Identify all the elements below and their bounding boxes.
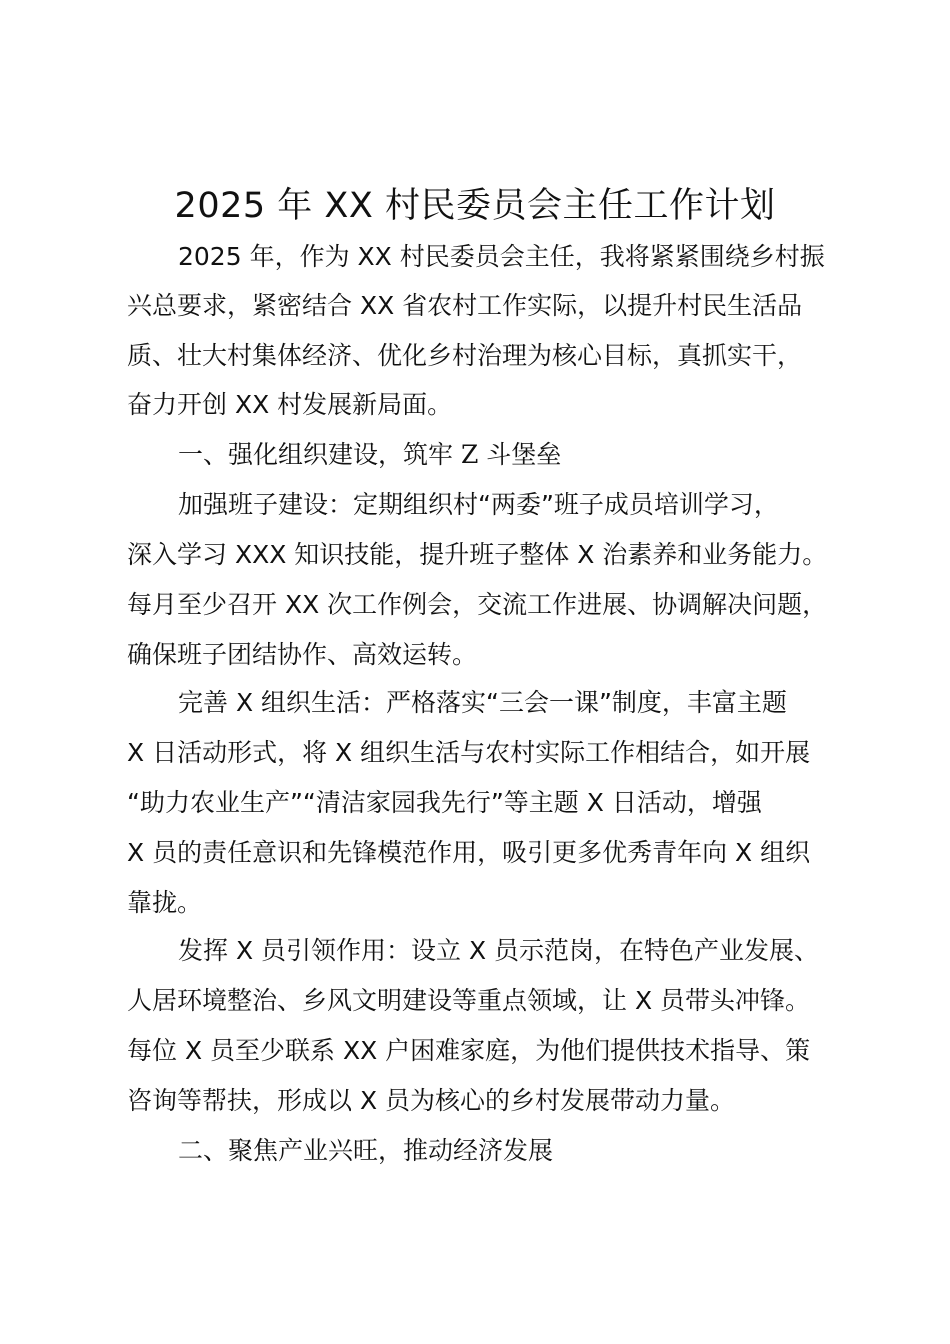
life-para-line-3: “助力农业生产”“清洁家园我先行”等主题 X 日活动，增强	[127, 788, 762, 817]
team-para-line-1: 加强班子建设：定期组织村“两委”班子成员培训学习，	[178, 490, 779, 519]
intro-line-4: 奋力开创 XX 村发展新局面。	[127, 390, 453, 419]
lead-para-line-1: 发挥 X 员引领作用：设立 X 员示范岗，在特色产业发展、	[178, 936, 820, 965]
life-para-line-5: 靠拢。	[127, 888, 203, 917]
team-para-line-2: 深入学习 XXX 知识技能，提升班子整体 X 治素养和业务能力。	[127, 540, 828, 569]
intro-line-3: 质、壮大村集体经济、优化乡村治理为核心目标，真抓实干，	[127, 341, 803, 370]
document-title: 2025 年 XX 村民委员会主任工作计划	[174, 186, 776, 226]
team-para-line-4: 确保班子团结协作、高效运转。	[127, 640, 478, 669]
section-2-heading: 二、聚焦产业兴旺，推动经济发展	[178, 1136, 554, 1165]
section-1-heading: 一、强化组织建设，筑牢 Z 斗堡垒	[178, 440, 562, 469]
team-para-line-3: 每月至少召开 XX 次工作例会，交流工作进展、协调解决问题，	[127, 590, 828, 619]
lead-para-line-4: 咨询等帮扶，形成以 X 员为核心的乡村发展带动力量。	[127, 1086, 736, 1115]
life-para-line-1: 完善 X 组织生活：严格落实“三会一课”制度，丰富主题	[178, 688, 787, 717]
life-para-line-2: X 日活动形式，将 X 组织生活与农村实际工作相结合，如开展	[127, 738, 811, 767]
life-para-line-4: X 员的责任意识和先锋模范作用，吸引更多优秀青年向 X 组织	[127, 838, 811, 867]
lead-para-line-3: 每位 X 员至少联系 XX 户困难家庭，为他们提供技术指导、策	[127, 1036, 811, 1065]
intro-line-2: 兴总要求，紧密结合 XX 省农村工作实际，以提升村民生活品	[127, 291, 803, 320]
lead-para-line-2: 人居环境整治、乡风文明建设等重点领域，让 X 员带头冲锋。	[127, 986, 811, 1015]
intro-line-1: 2025 年，作为 XX 村民委员会主任，我将紧紧围绕乡村振	[178, 242, 825, 271]
